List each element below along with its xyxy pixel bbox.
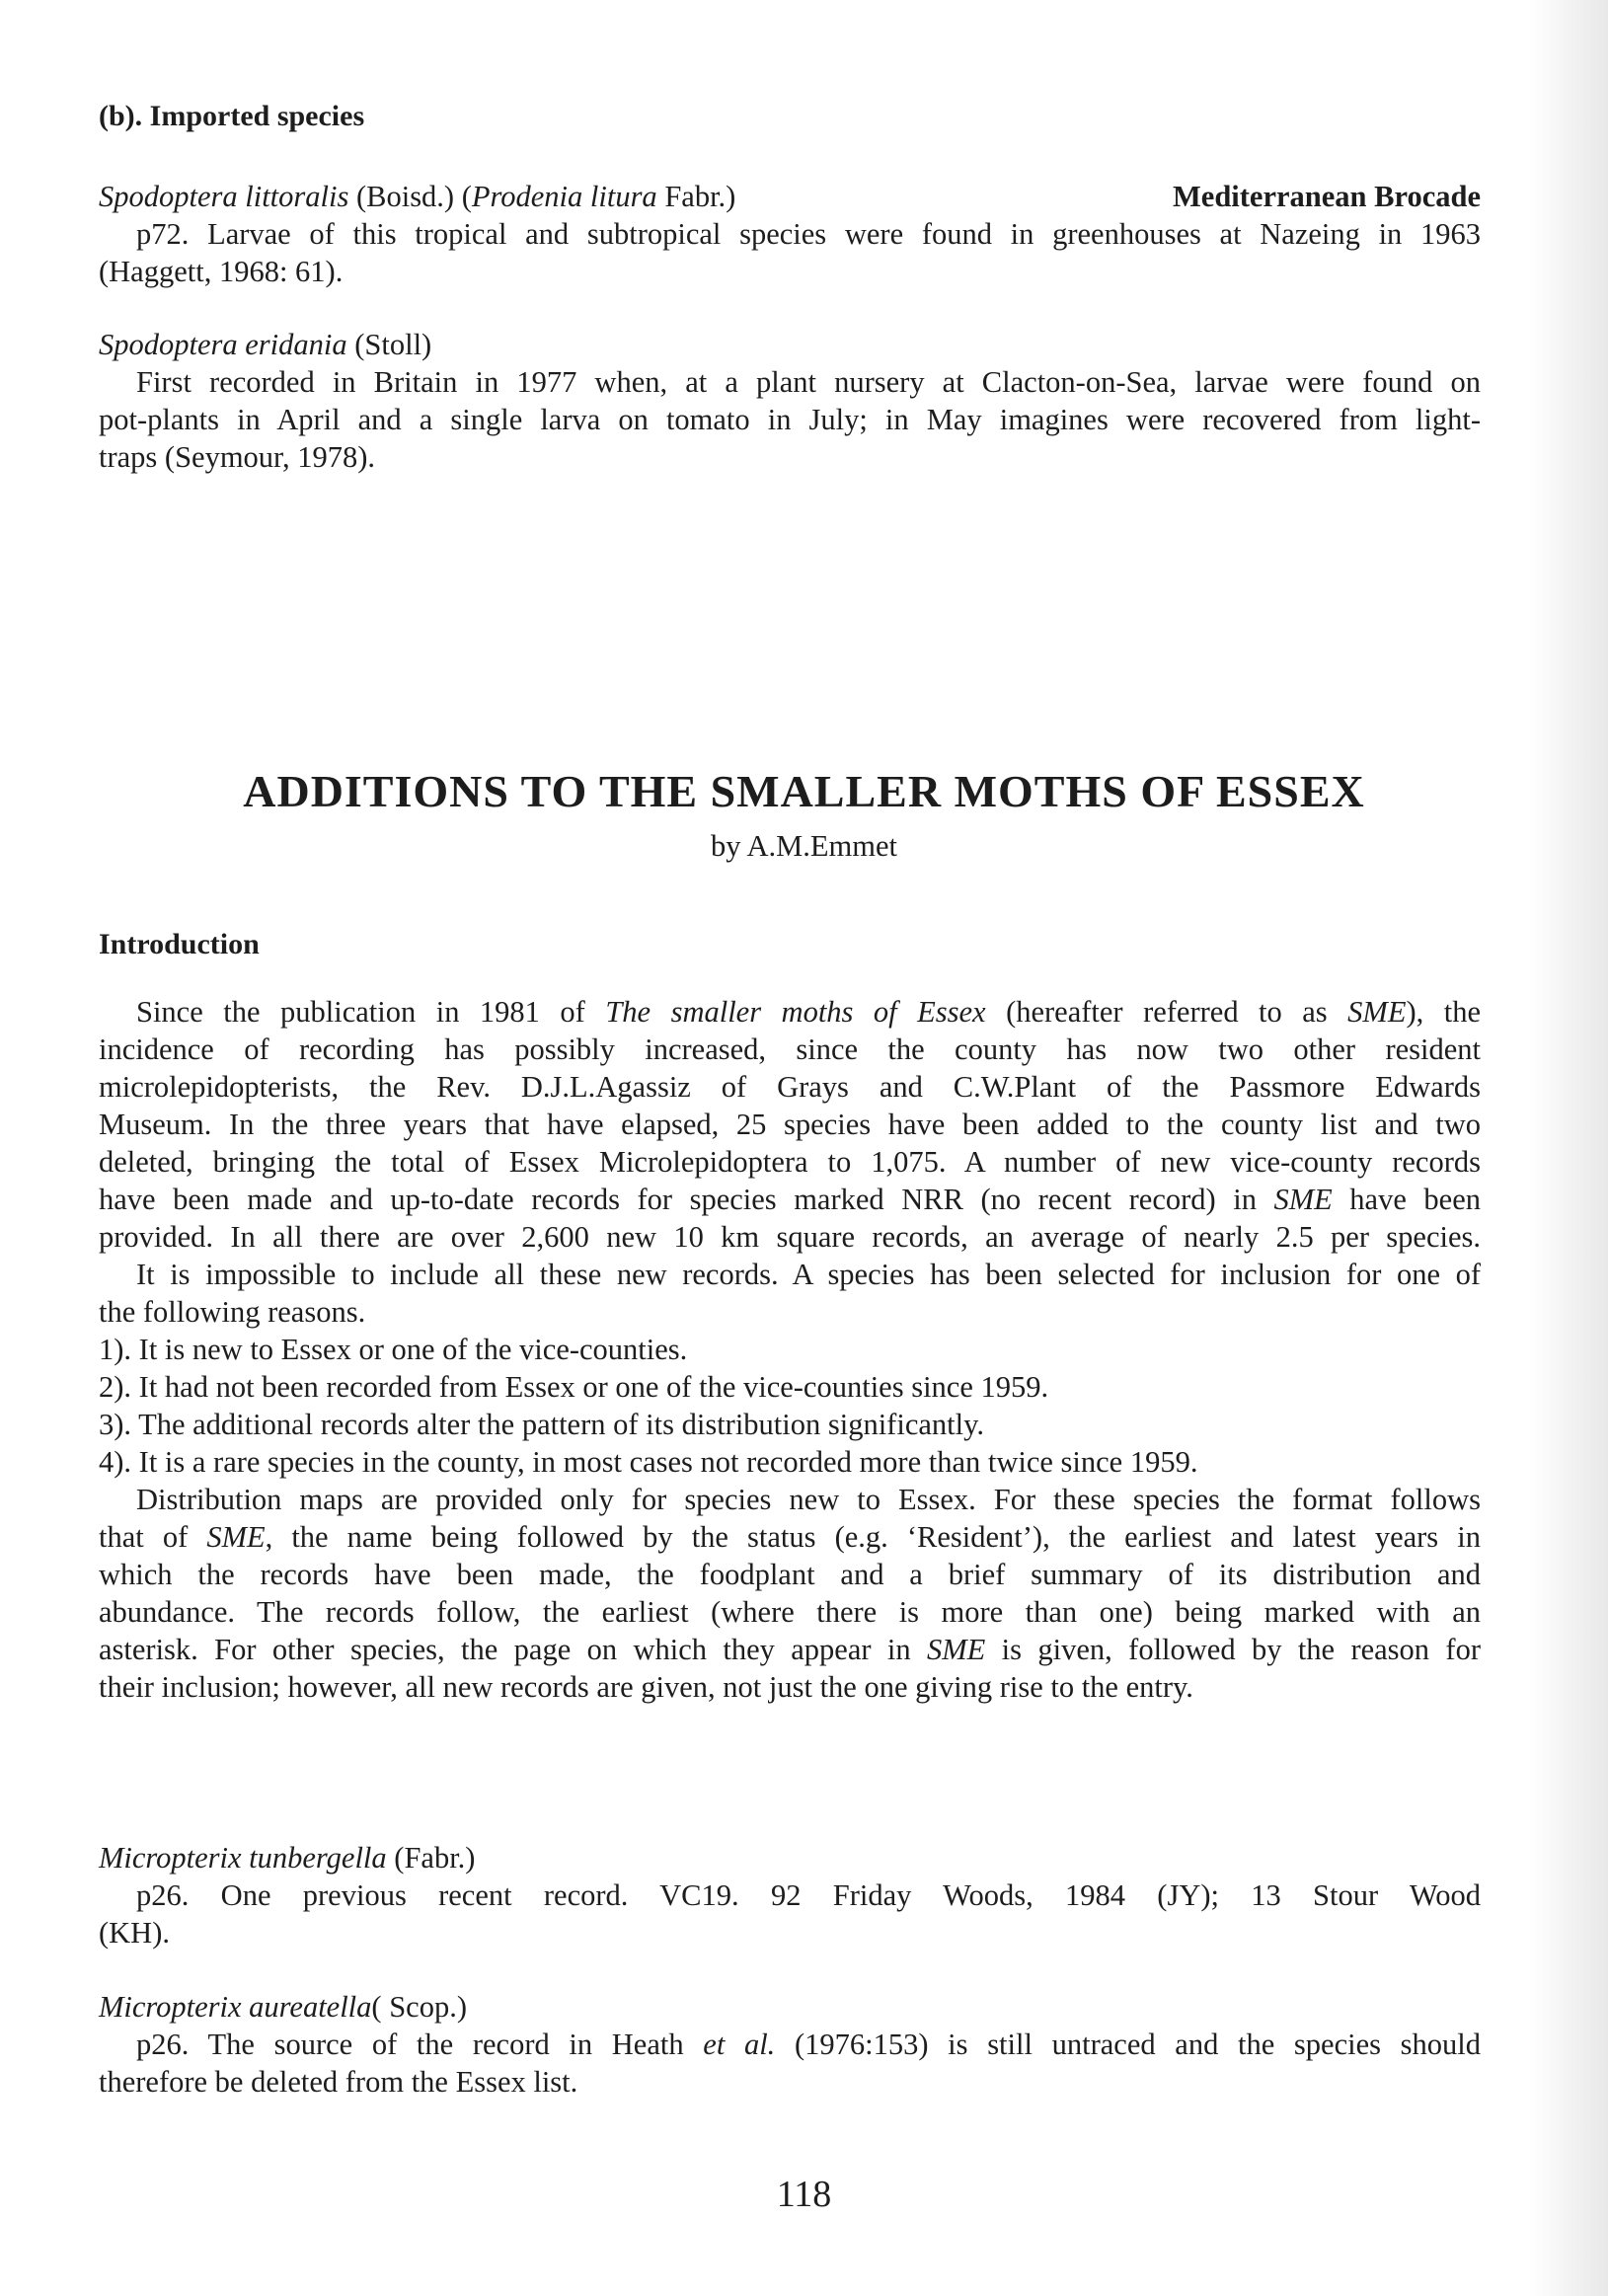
text-line: p72. Larvae of this tropical and subtropical species were found in greenhouses at Nazeing in 1963: [136, 217, 1481, 251]
citation-et-al: et al.: [703, 2028, 776, 2061]
text-line: [99, 993, 1481, 1031]
text-line: [99, 1181, 1481, 1218]
text-line: deleted, bringing the total of Essex Microlepidoptera to 1,075. A number of new vice-county records: [99, 1145, 1481, 1179]
species-header-row: [99, 178, 1481, 215]
species-entry-aureatella: [99, 1988, 1481, 2101]
latin-name: Micropterix aureatella: [99, 1990, 372, 2024]
list-item: 3). The additional records alter the pattern of its distribution significantly.: [99, 1408, 984, 1441]
text-run: is given, followed by the reason for: [985, 1633, 1481, 1666]
abbreviation: SME: [1347, 995, 1407, 1029]
text-line: [99, 1631, 1481, 1668]
list-item: 2). It had not been recorded from Essex or one of the vice-counties since 1959.: [99, 1370, 1049, 1404]
article-title: ADDITIONS TO THE SMALLER MOTHS OF ESSEX: [243, 766, 1365, 816]
list-item: 4). It is a rare species in the county, in most cases not recorded more than twice since 1959.: [99, 1445, 1198, 1479]
authority: (Stoll): [346, 328, 432, 361]
scan-edge-shadow: [1529, 0, 1608, 2296]
text-run: have been: [1332, 1183, 1481, 1216]
text-line: Museum. In the three years that have elapsed, 25 species have been added to the county list and two: [99, 1108, 1481, 1141]
section-heading: Introduction: [99, 928, 260, 960]
abbreviation: SME: [927, 1633, 986, 1666]
text-run: asterisk. For other species, the page on which they appear in: [99, 1633, 928, 1666]
species-entry-littoralis: [99, 178, 1481, 290]
text-run: have been made and up-to-date records for species marked NRR (no recent record) in: [99, 1183, 1274, 1216]
imported-species-heading: [99, 97, 1481, 135]
text-line: [99, 2026, 1481, 2063]
common-name: Mediterranean Brocade: [1173, 180, 1481, 213]
text-line: their inclusion; however, all new records are given, not just the one giving rise to the entry.: [99, 1670, 1193, 1704]
abbreviation: SME: [1273, 1183, 1333, 1216]
text-line: Distribution maps are provided only for species new to Essex. For these species the format follows: [136, 1483, 1481, 1516]
text-line: microlepidopterists, the Rev. D.J.L.Agassiz of Grays and C.W.Plant of the Passmore Edwards: [99, 1070, 1481, 1104]
list-item: 1). It is new to Essex or one of the vice-counties.: [99, 1333, 688, 1366]
section-heading: (b). Imported species: [99, 100, 365, 132]
text-line: p26. One previous recent record. VC19. 92 Friday Woods, 1984 (JY); 13 Stour Wood: [136, 1878, 1481, 1912]
text-line: pot-plants in April and a single larva on tomato in July; in May imagines were recovered from light-: [99, 403, 1481, 436]
species-name: [99, 1839, 1481, 1876]
latin-name: Micropterix tunbergella: [99, 1841, 387, 1875]
text-run: (hereafter referred to as: [985, 995, 1348, 1029]
text-line: incidence of recording has possibly increased, since the county has now two other resident: [99, 1033, 1481, 1066]
introduction-body: [99, 993, 1481, 1706]
synonym-latin: Prodenia litura: [471, 180, 657, 213]
text-line: First recorded in Britain in 1977 when, at a plant nursery at Clacton-on-Sea, larvae were found on: [136, 365, 1481, 399]
text-line: provided. In all there are over 2,600 new 10 km square records, an average of nearly 2.5 per species.: [99, 1220, 1481, 1254]
authority: (Boisd.) (: [348, 180, 472, 213]
text-line: which the records have been made, the foodplant and a brief summary of its distribution and: [99, 1558, 1481, 1591]
species-name: [99, 1988, 1481, 2026]
text-run: (1976:153) is still untraced and the species should: [775, 2028, 1481, 2061]
page-number: 118: [776, 2174, 832, 2215]
latin-name: Spodoptera littoralis: [99, 180, 349, 213]
text-run: ), the: [1406, 995, 1482, 1029]
text-run: p26. The source of the record in Heath: [136, 2028, 704, 2061]
text-line: the following reasons.: [99, 1295, 366, 1329]
species-entry-eridania: [99, 326, 1481, 476]
text-line: (Haggett, 1968: 61).: [99, 255, 344, 288]
abbreviation: SME: [206, 1520, 266, 1554]
latin-name: Spodoptera eridania: [99, 328, 347, 361]
text-run: Since the publication in 1981 of: [136, 995, 606, 1029]
text-line: therefore be deleted from the Essex list.: [99, 2065, 578, 2099]
text-line: It is impossible to include all these new records. A species has been selected for inclusion for one of: [136, 1258, 1481, 1291]
article-byline: by A.M.Emmet: [711, 829, 897, 863]
text-line: (KH).: [99, 1916, 170, 1950]
text-line: [99, 1518, 1481, 1556]
text-run: , the name being followed by the status (e.g. ‘Resident’), the earliest and latest years in: [265, 1520, 1481, 1554]
text-line: traps (Seymour, 1978).: [99, 440, 376, 474]
authority: ( Scop.): [371, 1990, 467, 2024]
text-run: that of: [99, 1520, 207, 1554]
book-title: The smaller moths of Essex: [605, 995, 986, 1029]
synonym-authority: Fabr.): [656, 180, 736, 213]
species-name: [99, 178, 735, 215]
species-name: [99, 326, 1481, 363]
introduction-heading: [99, 925, 1481, 963]
species-entry-tunbergella: [99, 1839, 1481, 1952]
text-line: abundance. The records follow, the earliest (where there is more than one) being marked with an: [99, 1595, 1481, 1629]
authority: (Fabr.): [386, 1841, 476, 1875]
